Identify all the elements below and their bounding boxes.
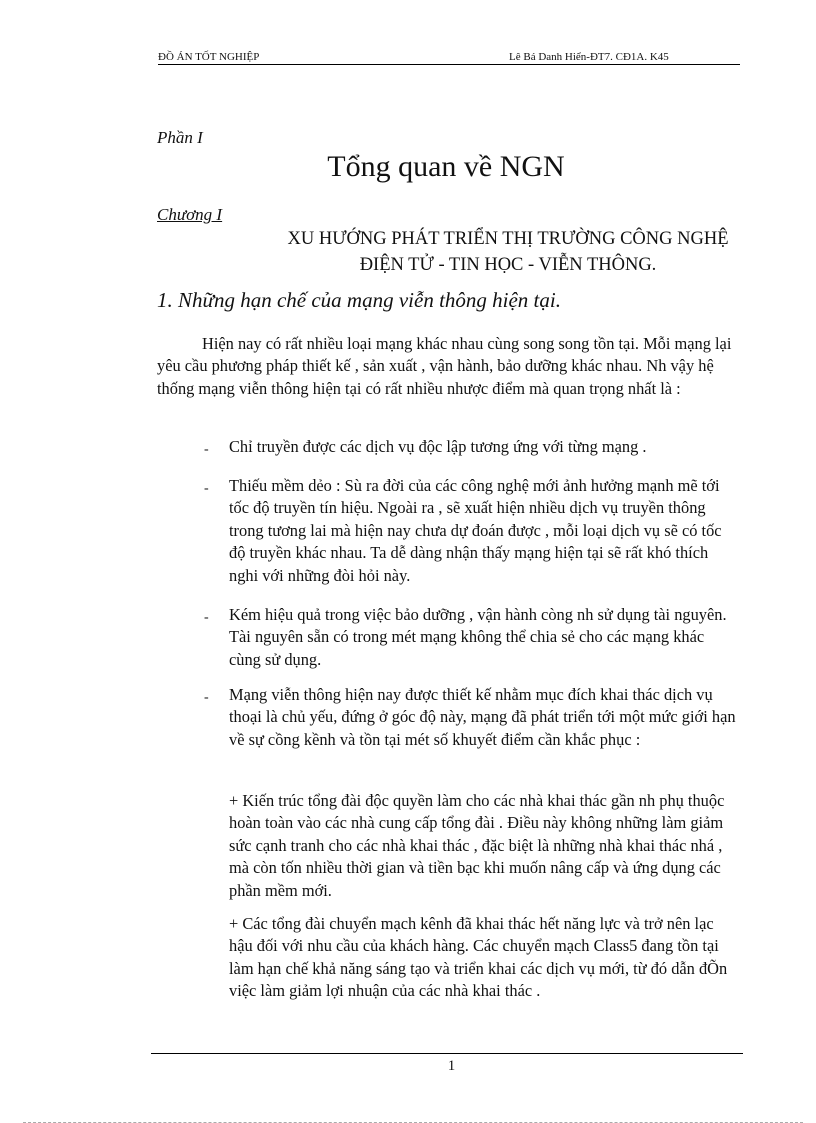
chapter-label: Chương I: [157, 205, 223, 224]
section-title: 1. Những hạn chế của mạng viễn thông hiện tại.: [157, 288, 561, 312]
bullet-dash: -: [204, 481, 209, 496]
chapter-title: XU HƯỚNG PHÁT TRIỂN THỊ TRƯỜNG CÔNG NGHỆ ĐIỆN TỬ - TIN HỌC - VIỄN THÔNG.: [287, 229, 729, 275]
bullet-dash: -: [204, 442, 209, 457]
bullet-dash: -: [204, 690, 209, 705]
list-item: Mạng viễn thông hiện nay được thiết kế nhằm mục đích khai thác dịch vụ thoại là chủ yếu, đứng ở góc độ này, mạng đã phát triển tới một mức giới hạn về sự cồng kềnh và tồn tại mét số khuyết điểm cần khắc phục :: [229, 685, 736, 749]
header-rule: [158, 64, 740, 65]
sub-list-item: + Kiến trúc tổng đài độc quyền làm cho các nhà khai thác gần nh phụ thuộc hoàn toàn vào các nhà cung cấp tổng đài . Điều này không những làm giảm sức cạnh tranh cho các nhà khai thác , đặc biệt là những nhà khai thác nhá , mà còn tốn nhiều thời gian và tiền bạc khi muốn nâng cấp và ứng dụng các phần mềm mới.: [229, 791, 725, 900]
sub-list-item: + Các tổng đài chuyển mạch kênh đã khai thác hết năng lực và trở nên lạc hậu đối với nhu cầu của khách hàng. Các chuyển mạch Class5 đang tồn tại làm hạn chế khả năng sáng tạo và triển khai các dịch vụ mới, từ đó dẫn đÕn việc làm giảm lợi nhuận của các nhà khai thác .: [229, 914, 728, 1001]
header-left: ĐỒ ÁN TỐT NGHIỆP: [158, 51, 260, 63]
list-item: Kém hiệu quả trong việc bảo dưỡng , vận hành còng nh sử dụng tài nguyên. Tài nguyên sẵn có trong mét mạng không thể chia sẻ cho các mạng khác cùng sử dụng.: [229, 605, 727, 669]
list-item: Thiếu mềm dẻo : Sù ra đời của các công nghệ mới ảnh hưởng mạnh mẽ tới tốc độ truyền tín hiệu. Ngoài ra , sẽ xuất hiện nhiều dịch vụ truyền thông trong tương lai mà hiện nay chưa dự đoán được , mỗi loại dịch vụ sẽ có tốc độ truyền khác nhau. Ta dễ dàng nhận thấy mạng hiện tại sẽ rất khó thích nghi với những đòi hỏi này.: [229, 476, 722, 585]
bullet-dash: -: [204, 610, 209, 625]
page-number: 1: [447, 1058, 456, 1074]
part-label: Phần I: [157, 128, 203, 147]
footer-rule: [151, 1053, 743, 1054]
header-right: Lê Bá Danh Hiển-ĐT7. CĐ1A. K45: [509, 51, 669, 63]
page-title: Tổng quan về NGN: [327, 150, 565, 183]
list-item: Chỉ truyền được các dịch vụ độc lập tương ứng với từng mạng .: [229, 437, 647, 456]
intro-paragraph: Hiện nay có rất nhiều loại mạng khác nhau cùng song song tồn tại. Mỗi mạng lại yêu cầu phương pháp thiết kế , sản xuất , vận hành, bảo dưỡng khác nhau. Nh vậy hệ thống mạng viễn thông hiện tại có rất nhiều nhược điểm mà quan trọng nhất là :: [157, 334, 732, 398]
